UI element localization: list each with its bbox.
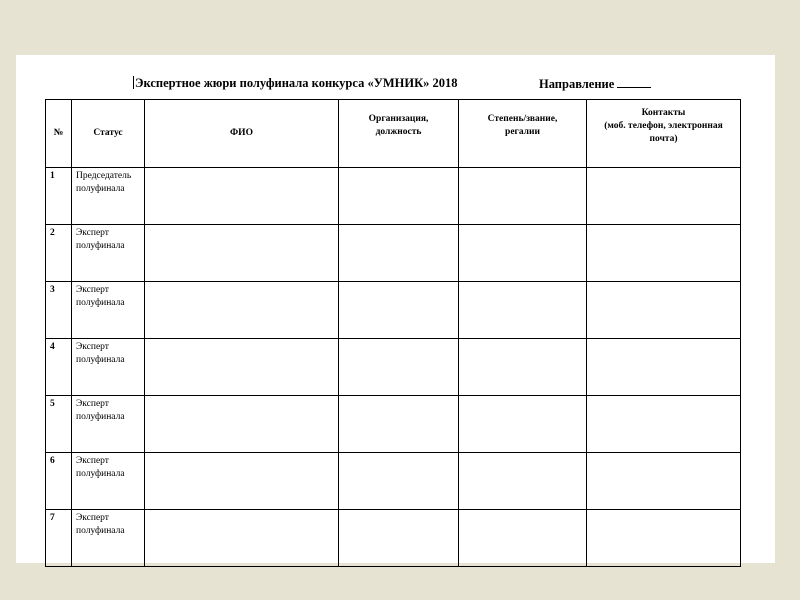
direction-blank: [617, 76, 651, 88]
text-cursor: [133, 76, 134, 89]
row-organization-cell[interactable]: [339, 225, 459, 282]
row-status-line1: Эксперт: [76, 285, 109, 295]
header-contacts-line1: Контакты: [641, 108, 686, 118]
header-degree-line2: регалии: [505, 127, 540, 137]
row-number: 1: [46, 168, 72, 225]
header-degree: [459, 100, 587, 168]
row-degree-cell[interactable]: [459, 282, 587, 339]
table-row: [46, 453, 741, 510]
row-contacts-cell[interactable]: [587, 168, 741, 225]
row-contacts-cell[interactable]: [587, 453, 741, 510]
header-contacts-line2: (моб. телефон, электронная: [604, 121, 723, 131]
row-number: 6: [46, 453, 72, 510]
direction-field: [539, 76, 651, 92]
document-title-wrap: [133, 76, 458, 91]
table-row: [46, 168, 741, 225]
table-row: [46, 339, 741, 396]
row-degree-cell[interactable]: [459, 168, 587, 225]
row-contacts-cell[interactable]: [587, 339, 741, 396]
row-organization-cell[interactable]: [339, 453, 459, 510]
row-number: 3: [46, 282, 72, 339]
header-fio: ФИО: [145, 100, 339, 168]
row-organization-cell[interactable]: [339, 396, 459, 453]
header-status: Статус: [72, 100, 145, 168]
row-degree-cell[interactable]: [459, 225, 587, 282]
row-status-line2: полуфинала: [76, 298, 125, 308]
row-status: [72, 168, 145, 225]
document-title: Экспертное жюри полуфинала конкурса «УМНИК» 2018: [135, 76, 458, 90]
document-page: [16, 55, 775, 563]
row-contacts-cell[interactable]: [587, 225, 741, 282]
row-number: 2: [46, 225, 72, 282]
header-contacts-line3: почта): [649, 134, 678, 144]
row-contacts-cell[interactable]: [587, 396, 741, 453]
row-status: [72, 339, 145, 396]
row-number: 7: [46, 510, 72, 567]
row-status-line2: полуфинала: [76, 355, 125, 365]
table-row: [46, 282, 741, 339]
row-status: [72, 396, 145, 453]
row-organization-cell[interactable]: [339, 282, 459, 339]
row-status-line1: Эксперт: [76, 456, 109, 466]
row-number: 4: [46, 339, 72, 396]
row-degree-cell[interactable]: [459, 453, 587, 510]
row-status: [72, 225, 145, 282]
row-degree-cell[interactable]: [459, 396, 587, 453]
row-status: [72, 282, 145, 339]
row-status-line1: Эксперт: [76, 342, 109, 352]
row-fio-cell[interactable]: [145, 510, 339, 567]
table-row: [46, 510, 741, 567]
row-organization-cell[interactable]: [339, 510, 459, 567]
row-number: 5: [46, 396, 72, 453]
row-contacts-cell[interactable]: [587, 282, 741, 339]
direction-label: Направление: [539, 77, 615, 91]
table-row: [46, 225, 741, 282]
header-organization: [339, 100, 459, 168]
jury-table: [45, 99, 741, 567]
header-num: №: [46, 100, 72, 168]
row-fio-cell[interactable]: [145, 225, 339, 282]
header-contacts: [587, 100, 741, 168]
row-status-line2: полуфинала: [76, 184, 125, 194]
row-status-line1: Председатель: [76, 171, 132, 181]
row-fio-cell[interactable]: [145, 168, 339, 225]
row-degree-cell[interactable]: [459, 510, 587, 567]
row-status-line1: Эксперт: [76, 228, 109, 238]
row-status-line1: Эксперт: [76, 513, 109, 523]
row-status: [72, 510, 145, 567]
row-status-line2: полуфинала: [76, 412, 125, 422]
row-status-line2: полуфинала: [76, 469, 125, 479]
header-degree-line1: Степень/звание,: [487, 114, 558, 124]
row-degree-cell[interactable]: [459, 339, 587, 396]
row-status-line1: Эксперт: [76, 399, 109, 409]
table-header-row: [46, 100, 741, 168]
row-organization-cell[interactable]: [339, 168, 459, 225]
row-status: [72, 453, 145, 510]
header-organization-line2: должность: [375, 127, 422, 137]
table-row: [46, 396, 741, 453]
document-header: [133, 76, 753, 92]
row-fio-cell[interactable]: [145, 282, 339, 339]
header-organization-line1: Организация,: [368, 114, 429, 124]
row-fio-cell[interactable]: [145, 453, 339, 510]
row-fio-cell[interactable]: [145, 396, 339, 453]
row-status-line2: полуфинала: [76, 241, 125, 251]
row-organization-cell[interactable]: [339, 339, 459, 396]
row-contacts-cell[interactable]: [587, 510, 741, 567]
row-fio-cell[interactable]: [145, 339, 339, 396]
row-status-line2: полуфинала: [76, 526, 125, 536]
